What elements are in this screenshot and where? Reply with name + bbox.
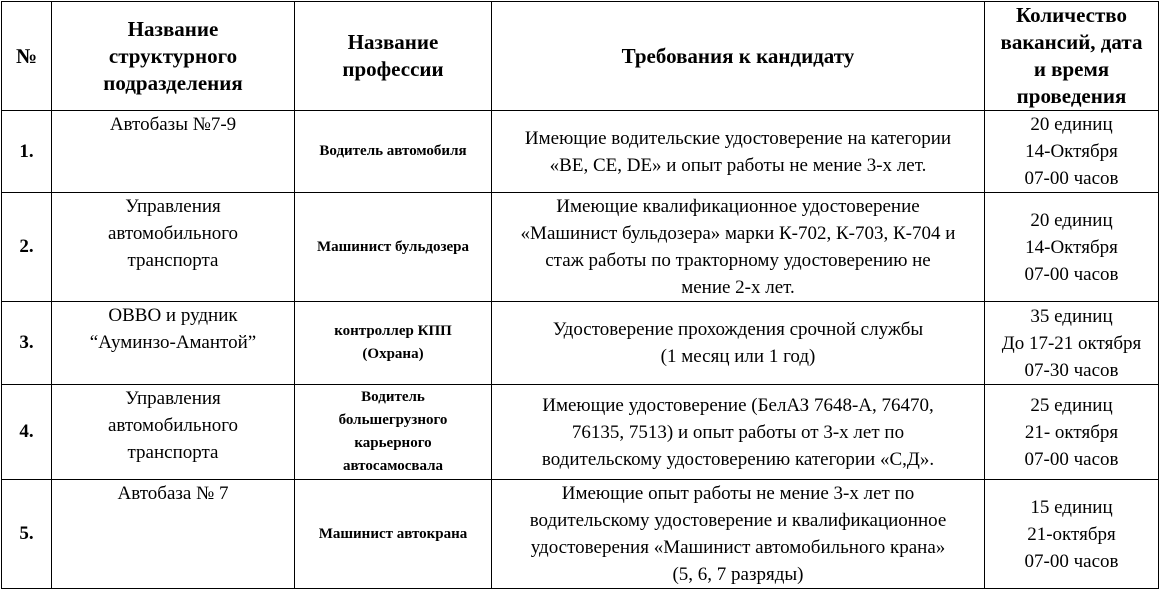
requirements-line: стаж работы по тракторному удостоверению не (545, 250, 931, 271)
profession-cell (295, 111, 492, 193)
profession-line: (Охрана) (362, 346, 424, 362)
vacancies-cell (985, 302, 1159, 385)
requirements-line: мение 2-х лет. (681, 277, 795, 298)
vacancies-line: 25 единиц (1030, 394, 1113, 416)
requirements-line: Имеющие опыт работы не мение 3-х лет по (561, 483, 915, 504)
profession-cell (295, 302, 492, 385)
header-vacancies (985, 2, 1159, 111)
vacancies-cell (985, 111, 1159, 193)
header-vacancies-line: проведения (1016, 84, 1127, 108)
vacancies-line: До 17-21 октября (1001, 332, 1142, 354)
table-row (2, 385, 1159, 480)
department-cell (52, 385, 295, 480)
row-number: 5. (2, 480, 52, 589)
profession-line: карьерного (354, 435, 432, 451)
department-line: транспорта (127, 250, 219, 271)
vacancies-cell (985, 480, 1159, 589)
vacancies-line: 15 единиц (1030, 496, 1113, 518)
requirements-line: Имеющие квалификационное удостоверение (556, 196, 920, 217)
header-vacancies-line: вакансий, дата (1000, 30, 1143, 54)
header-row (2, 2, 1159, 111)
requirements-cell (492, 111, 985, 193)
header-profession (295, 2, 492, 111)
row-number: 1. (2, 111, 52, 193)
vacancies-line: 20 единиц (1030, 114, 1113, 135)
vacancies-line: 20 единиц (1030, 209, 1113, 231)
requirements-line: водительскому удостоверение и квалификационное (529, 510, 947, 531)
vacancies-line: 14-Октября (1025, 236, 1118, 258)
requirements-cell (492, 385, 985, 480)
table-row (2, 302, 1159, 385)
requirements-line: (5, 6, 7 разряды) (672, 564, 804, 585)
department-line: ОВВО и рудник (108, 305, 238, 326)
profession-line: автосамосвала (342, 458, 444, 474)
requirements-line: Имеющие удостоверение (БелАЗ 7648-А, 76470, (542, 394, 934, 416)
header-department-line: структурного (108, 43, 238, 68)
vacancies-cell (985, 385, 1159, 480)
vacancies-line: 07-00 часов (1024, 168, 1119, 189)
profession-line: Машинист бульдозера (316, 238, 470, 255)
table-row (2, 193, 1159, 302)
vacancies-line: 35 единиц (1030, 305, 1113, 327)
department-cell (52, 193, 295, 302)
department-line: автомобильного (107, 223, 239, 244)
vacancies-line: 21-октября (1027, 523, 1116, 545)
requirements-line: Удостоверение прохождения срочной службы (552, 319, 924, 340)
vacancies-line: 21- октября (1024, 421, 1119, 443)
requirements-line: «BE, CE, DE» и опыт работы не мение 3-х лет. (549, 154, 927, 176)
vacancies-line: 07-30 часов (1024, 359, 1119, 381)
header-profession-line: профессии (342, 57, 444, 81)
row-number: 4. (2, 385, 52, 480)
department-line: Автобазы №7-9 (109, 114, 237, 135)
header-requirements: Требования к кандидату (492, 2, 985, 111)
table-row (2, 480, 1159, 589)
requirements-line: удостоверения «Машинист автомобильного крана» (530, 537, 946, 558)
profession-line: Водитель (361, 389, 425, 405)
vacancies-line: 14-Октября (1025, 141, 1118, 162)
vacancies-line: 07-00 часов (1024, 263, 1119, 285)
header-vacancies-line: и время (1033, 57, 1110, 81)
department-cell (52, 111, 295, 193)
requirements-cell (492, 480, 985, 589)
header-department-line: Название (127, 16, 219, 41)
profession-line: большегрузного (338, 412, 448, 428)
vacancies-line: 07-00 часов (1024, 448, 1119, 470)
profession-cell (295, 193, 492, 302)
requirements-line: водительскому удостоверению категории «С,Д». (541, 448, 935, 470)
department-line: “Ауминзо-Амантой” (89, 332, 257, 353)
profession-cell (295, 385, 492, 480)
requirements-cell (492, 193, 985, 302)
department-line: Автобаза № 7 (117, 483, 229, 504)
department-line: автомобильного (107, 415, 239, 436)
row-number: 2. (2, 193, 52, 302)
department-line: транспорта (127, 442, 219, 463)
department-line: Управления (125, 196, 221, 217)
requirements-cell (492, 302, 985, 385)
profession-cell (295, 480, 492, 589)
vacancies-cell (985, 193, 1159, 302)
profession-line: контроллер КПП (334, 323, 452, 339)
requirements-line: Имеющие водительские удостоверение на категории (524, 127, 952, 149)
vacancies-line: 07-00 часов (1024, 550, 1119, 572)
requirements-line: (1 месяц или 1 год) (660, 346, 816, 367)
requirements-line: «Машинист бульдозера» марки К-702, К-703, К-704 и (520, 223, 956, 244)
profession-line: Водитель автомобиля (319, 143, 467, 159)
header-department (52, 2, 295, 111)
header-number: № (2, 2, 52, 111)
header-vacancies-line: Количество (1015, 3, 1128, 27)
table-row (2, 111, 1159, 193)
row-number: 3. (2, 302, 52, 385)
department-cell (52, 302, 295, 385)
department-cell (52, 480, 295, 589)
vacancies-table (1, 1, 1159, 589)
profession-line: Машинист автокрана (318, 525, 468, 542)
header-department-line: подразделения (103, 70, 243, 95)
header-profession-line: Название (347, 30, 439, 54)
department-line: Управления (125, 388, 221, 409)
requirements-line: 76135, 7513) и опыт работы от 3-х лет по (571, 421, 905, 443)
